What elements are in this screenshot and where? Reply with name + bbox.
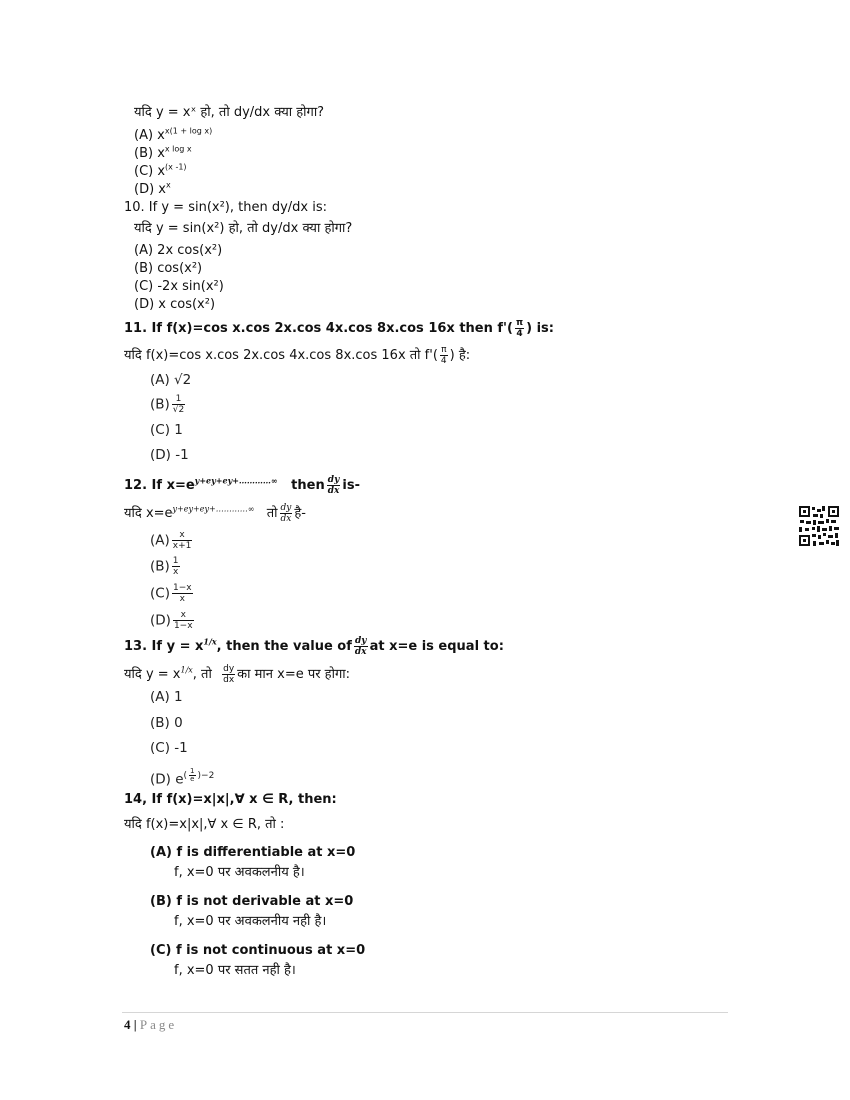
qr-code-icon [798, 505, 840, 547]
q14-option-c-english: (C) f is not continuous at x=0 [150, 943, 366, 958]
q13-option-a: (A) 1 [150, 689, 183, 705]
q11-option-a: (A) √2 [150, 372, 192, 388]
q10-hindi: यदि y = sin(x²) हो, तो dy/dx क्या होगा? [134, 221, 353, 236]
q14-option-b [150, 894, 353, 930]
q14-option-b-english: (B) f is not derivable at x=0 [150, 894, 354, 909]
q10-option-d: (D) x cos(x²) [134, 297, 216, 312]
q13-english: 13. If $y = x^{1/x}$, then the value of $\frac{dy}{dx}$ at x=e is equal to: [124, 636, 504, 657]
q14-option-a-english: (A) f is differentiable at x=0 [150, 845, 356, 860]
q9-option-a: (A) $x^{x(1 + log x)}$ [134, 126, 213, 143]
q12-hindi: यदि $x=e^{y+ey+ey+\dots\dots\dots\dots\infty}$ तो $\frac{dy}{dx}$ है- [124, 503, 307, 524]
q12-option-a: (A) $\frac{x}{x+1}$ [150, 530, 192, 551]
q10-option-b: (B) cos(x²) [134, 261, 203, 276]
q11-english: 11. If f(x)=cos x.cos 2x.cos 4x.cos 8x.cos 16x then f'( $\frac{\pi}{4}$ ) is: [124, 318, 554, 339]
q13-option-b: (B) 0 [150, 715, 183, 731]
footer-rule [122, 1012, 728, 1013]
q14-option-c [150, 943, 365, 979]
q12-option-b: (B) $\frac{1}{x}$ [150, 556, 179, 577]
page-number: 4 [124, 1017, 131, 1032]
page-footer [124, 1017, 177, 1033]
q10-english: 10. If y = sin(x²), then dy/dx is: [124, 200, 328, 215]
q9-option-d: (D) $x^x$ [134, 180, 171, 197]
q14-hindi: यदि f(x)=x|x|,∀ x ∈ R, तो : [124, 817, 285, 832]
q13-option-d: (D) $e^{( \frac{1}{e} )-2}$ [150, 767, 215, 788]
q11-option-d: (D) -1 [150, 447, 189, 463]
q10-option-c: (C) -2x sin(x²) [134, 279, 224, 294]
q14-option-c-hindi: f, x=0 पर सतत नही है। [174, 963, 296, 978]
q14-option-b-hindi: f, x=0 पर अवकलनीय नही है। [174, 914, 327, 929]
q11-option-c: (C) 1 [150, 422, 183, 438]
footer-separator: | [130, 1017, 140, 1032]
q14-option-a-hindi: f, x=0 पर अवकलनीय है। [174, 865, 305, 880]
q12-english: 12. If $x=e^{y+ey+ey+\dots\dots\dots\dots\infty}$ then $\frac{dy}{dx}$ is- [124, 475, 360, 496]
q11-hindi: यदि f(x)=cos x.cos 2x.cos 4x.cos 8x.cos 16x तो f'( $\frac{\pi}{4}$ ) है: [124, 345, 471, 366]
q13-hindi: यदि $y = x^{1/x}$, तो $\frac{dy}{dx}$ का मान x=e पर होगा: [124, 664, 351, 685]
q14-option-a [150, 845, 355, 881]
q12-option-d: (D) $\frac{x}{1-x}$ [150, 610, 193, 631]
page-label: Page [139, 1017, 178, 1032]
q9-hindi: यदि y = xˣ हो, तो dy/dx क्या होगा? [134, 105, 325, 120]
q14-english: 14, If f(x)=x|x|,∀ x ∈ R, then: [124, 792, 337, 807]
q9-option-c: (C) $x^{(x -1)}$ [134, 162, 187, 179]
q13-option-c: (C) -1 [150, 740, 188, 756]
q12-option-c: (C) $\frac{1-x}{x}$ [150, 583, 192, 604]
q11-option-b: (B) $\frac{1}{√2}$ [150, 394, 185, 415]
q10-option-a: (A) 2x cos(x²) [134, 243, 223, 258]
q9-option-b: (B) $x^{x log x}$ [134, 144, 192, 161]
